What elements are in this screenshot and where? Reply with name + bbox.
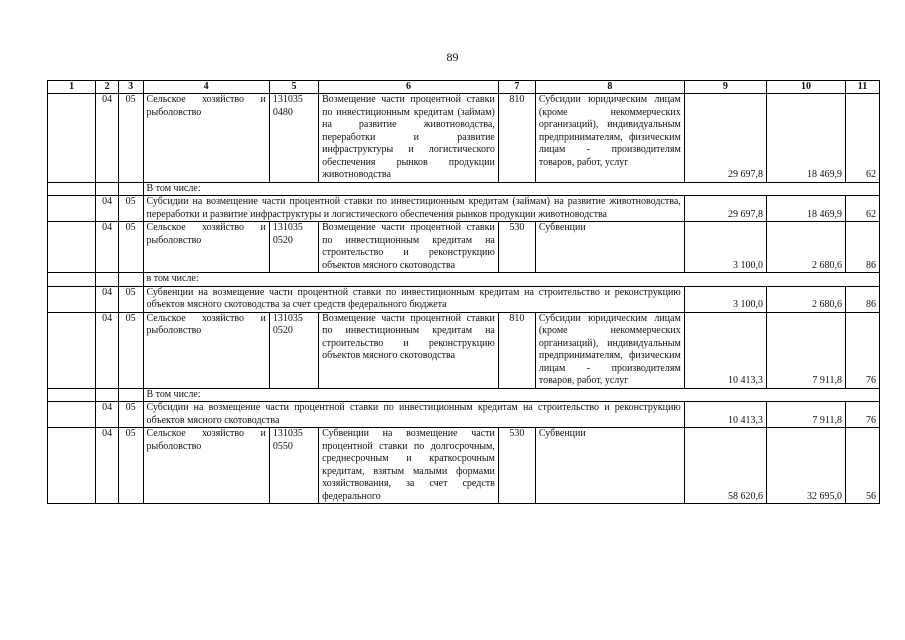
table-row-label xyxy=(48,388,880,402)
cell-section: 04 xyxy=(96,222,119,273)
cell-subsection: 05 xyxy=(118,222,143,273)
cell-plan: 29 697,8 xyxy=(684,94,766,183)
cell-subsection: 05 xyxy=(118,286,143,312)
cell-percent: 62 xyxy=(846,196,880,222)
table-row xyxy=(48,94,880,183)
table-row xyxy=(48,222,880,273)
cell-percent: 56 xyxy=(846,428,880,504)
header-row xyxy=(48,81,880,94)
cell-including-label: в том числе: xyxy=(143,273,880,287)
table-row xyxy=(48,428,880,504)
table-row xyxy=(48,312,880,388)
table-row-label xyxy=(48,273,880,287)
cell-actual: 7 911,8 xyxy=(766,402,845,428)
cell-section: 04 xyxy=(96,428,119,504)
cell-plan: 29 697,8 xyxy=(684,196,766,222)
cell-plan: 10 413,3 xyxy=(684,312,766,388)
header-cell: 10 xyxy=(766,81,845,94)
cell-section: 04 xyxy=(96,312,119,388)
cell-section-name: Сельское хозяйство и рыболовство xyxy=(143,428,269,504)
header-cell: 7 xyxy=(498,81,535,94)
cell-expense-type: 530 xyxy=(498,222,535,273)
cell-plan: 10 413,3 xyxy=(684,402,766,428)
cell-section: 04 xyxy=(96,286,119,312)
table-row-label xyxy=(48,182,880,196)
cell-including-label: В том числе: xyxy=(143,388,880,402)
table-row xyxy=(48,286,880,312)
cell-actual: 18 469,9 xyxy=(766,94,845,183)
cell-expense-type: 810 xyxy=(498,94,535,183)
cell-subsection: 05 xyxy=(118,94,143,183)
cell-section: 04 xyxy=(96,94,119,183)
cell-description: Субвенции на возмещение части процентной ставки по инвестиционным кредитам на строительство и реконструкцию объектов мясного скотоводства за счет средств федерального бюджета xyxy=(143,286,684,312)
cell-subsection: 05 xyxy=(118,196,143,222)
cell-description: Субсидии на возмещение части процентной ставки по инвестиционным кредитам (займам) на развитие животноводства, переработки и развитие инфраструктуры и логистического обеспечения рынков продукции животноводства xyxy=(143,196,684,222)
cell-section: 04 xyxy=(96,402,119,428)
cell-section-name: Сельское хозяйство и рыболовство xyxy=(143,312,269,388)
cell-expense-type: 810 xyxy=(498,312,535,388)
cell-description: Субсидии на возмещение части процентной ставки по инвестиционным кредитам на строительство и реконструкцию объектов мясного скотоводства xyxy=(143,402,684,428)
cell-expense-name: Субсидии юридическим лицам (кроме некоммерческих организаций), индивидуальным предпринимателям, физическим лицам - производителям товаров, работ, услуг xyxy=(535,312,684,388)
cell-subsection: 05 xyxy=(118,402,143,428)
cell-percent: 76 xyxy=(846,312,880,388)
cell-actual: 2 680,6 xyxy=(766,286,845,312)
header-cell: 5 xyxy=(269,81,318,94)
cell-plan: 3 100,0 xyxy=(684,222,766,273)
header-cell: 8 xyxy=(535,81,684,94)
cell-expense-name: Субсидии юридическим лицам (кроме некоммерческих организаций), индивидуальным предпринимателям, физическим лицам - производителям товаров, работ, услуг xyxy=(535,94,684,183)
page-number: 89 xyxy=(446,50,459,64)
header-cell: 2 xyxy=(96,81,119,94)
cell-target-code: 131035 0480 xyxy=(269,94,318,183)
cell-actual: 7 911,8 xyxy=(766,312,845,388)
cell-plan: 58 620,6 xyxy=(684,428,766,504)
cell-purpose: Возмещение части процентной ставки по инвестиционным кредитам (займам) на развитие животноводства, переработки и развитие инфраструктуры и логистического обеспечения рынков продукции животноводства xyxy=(319,94,499,183)
cell-actual: 2 680,6 xyxy=(766,222,845,273)
cell-subsection: 05 xyxy=(118,312,143,388)
cell-section: 04 xyxy=(96,196,119,222)
cell-expense-name: Субвенции xyxy=(535,428,684,504)
cell-percent: 86 xyxy=(846,222,880,273)
cell-num xyxy=(48,94,96,183)
cell-purpose: Возмещение части процентной ставки по инвестиционным кредитам на строительство и реконструкцию объектов мясного скотоводства xyxy=(319,312,499,388)
header-cell: 1 xyxy=(48,81,96,94)
table-body xyxy=(48,81,880,504)
cell-target-code: 131035 0550 xyxy=(269,428,318,504)
cell-actual: 32 695,0 xyxy=(766,428,845,504)
budget-table xyxy=(47,80,880,504)
cell-percent: 76 xyxy=(846,402,880,428)
header-cell: 4 xyxy=(143,81,269,94)
header-cell: 11 xyxy=(846,81,880,94)
table-row xyxy=(48,196,880,222)
header-cell: 9 xyxy=(684,81,766,94)
cell-purpose: Субвенции на возмещение части процентной ставки по долгосрочным, среднесрочным и краткосрочным кредитам, взятым малыми формами хозяйствования, за счет средств федерального xyxy=(319,428,499,504)
cell-actual: 18 469,9 xyxy=(766,196,845,222)
cell-expense-type: 530 xyxy=(498,428,535,504)
cell-percent: 62 xyxy=(846,94,880,183)
cell-expense-name: Субвенции xyxy=(535,222,684,273)
cell-including-label: В том числе: xyxy=(143,182,880,196)
header-cell: 6 xyxy=(319,81,499,94)
cell-target-code: 131035 0520 xyxy=(269,222,318,273)
cell-plan: 3 100,0 xyxy=(684,286,766,312)
cell-subsection: 05 xyxy=(118,428,143,504)
table-row xyxy=(48,402,880,428)
cell-percent: 86 xyxy=(846,286,880,312)
cell-target-code: 131035 0520 xyxy=(269,312,318,388)
header-cell: 3 xyxy=(118,81,143,94)
cell-section-name: Сельское хозяйство и рыболовство xyxy=(143,222,269,273)
cell-section-name: Сельское хозяйство и рыболовство xyxy=(143,94,269,183)
cell-purpose: Возмещение части процентной ставки по инвестиционным кредитам на строительство и реконструкцию объектов мясного скотоводства xyxy=(319,222,499,273)
